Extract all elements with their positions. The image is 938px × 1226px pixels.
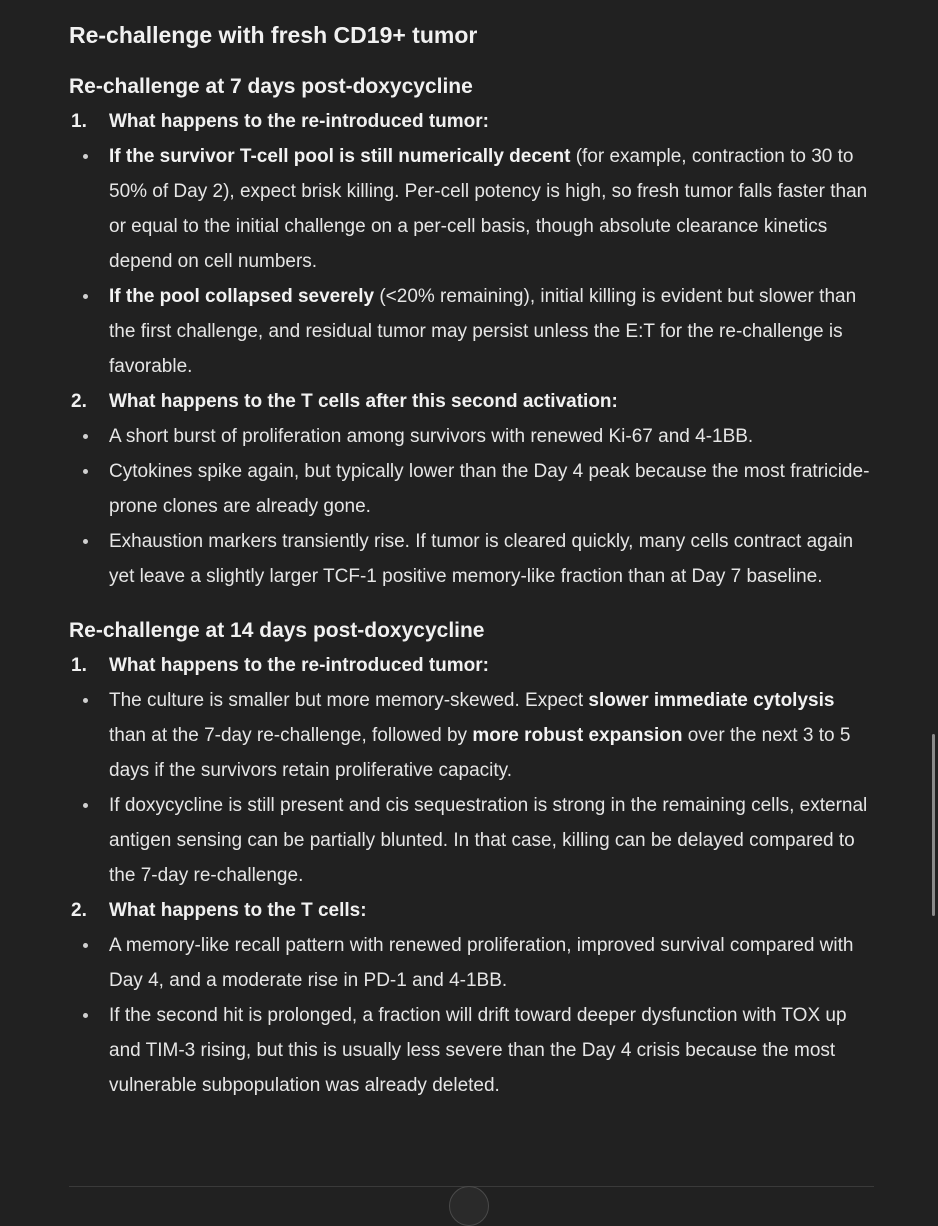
bold-text: more robust expansion	[472, 725, 683, 746]
item-title: What happens to the T cells after this second activation:	[109, 391, 618, 412]
bullet-text: A memory-like recall pattern with renewed proliferation, improved survival compared with Day 4, and a moderate rise in PD-1 and 4-1BB.	[109, 935, 854, 991]
bullet-text: A short burst of proliferation among survivors with renewed Ki-67 and 4-1BB.	[109, 426, 754, 447]
item-number: 2.	[71, 900, 87, 921]
item-title: What happens to the re-introduced tumor:	[109, 111, 489, 132]
bullet-text: (<20% remaining), initial killing is evident but slower than the first challenge, and residual tumor may persist unless the E:T for the re-challenge is favorable.	[109, 286, 857, 377]
bullet-icon	[83, 943, 88, 948]
section-heading-14-days: Re-challenge at 14 days post-doxycycline	[69, 619, 485, 642]
item-number: 1.	[71, 655, 87, 676]
scrollbar-thumb[interactable]	[932, 734, 935, 916]
bullet-text: Exhaustion markers transiently rise. If tumor is cleared quickly, many cells contract again yet leave a slightly larger TCF-1 positive memory-like fraction than at Day 7 baseline.	[109, 531, 854, 587]
numbered-item-t-cells	[69, 384, 874, 419]
response-content	[69, 16, 874, 1103]
numbered-item-t-cells	[69, 893, 874, 928]
bold-text: slower immediate cytolysis	[588, 690, 835, 711]
item-number: 2.	[71, 391, 87, 412]
list-item	[69, 928, 874, 998]
list-item	[69, 139, 874, 279]
list-item	[69, 524, 874, 594]
bullet-text: If the second hit is prolonged, a fraction will drift toward deeper dysfunction with TOX up and TIM-3 rising, but this is usually less severe than the Day 4 crisis because the most vulnerable subpopulation was already deleted.	[109, 1005, 847, 1096]
item-number: 1.	[71, 111, 87, 132]
list-item	[69, 454, 874, 524]
page-title: Re-challenge with fresh CD19+ tumor	[69, 22, 478, 48]
scroll-down-button[interactable]	[449, 1186, 489, 1226]
bullet-icon	[83, 294, 88, 299]
numbered-item-tumor	[69, 104, 874, 139]
bullet-text: than at the 7-day re-challenge, followed by	[109, 725, 473, 746]
bullet-text: The culture is smaller but more memory-skewed. Expect	[109, 690, 589, 711]
bullet-icon	[83, 434, 88, 439]
bullet-text: Cytokines spike again, but typically lower than the Day 4 peak because the most fratricide-prone clones are already gone.	[109, 461, 870, 517]
item-title: What happens to the re-introduced tumor:	[109, 655, 489, 676]
bullet-icon	[83, 154, 88, 159]
numbered-item-tumor	[69, 648, 874, 683]
list-item	[69, 279, 874, 384]
bullet-icon	[83, 539, 88, 544]
bullet-text: (for example, contraction to 30 to 50% of Day 2), expect brisk killing. Per-cell potency is high, so fresh tumor falls faster than or equal to the initial challenge on a per-cell basis, though absolute clearance kinetics depend on cell numbers.	[109, 146, 868, 272]
list-item	[69, 683, 874, 788]
bullet-text: If doxycycline is still present and cis sequestration is strong in the remaining cells, external antigen sensing can be partially blunted. In that case, killing can be delayed compared to the 7-day re-challenge.	[109, 795, 868, 886]
bullet-icon	[83, 1013, 88, 1018]
bullet-text: over the next 3 to 5 days if the survivors retain proliferative capacity.	[109, 725, 851, 781]
bold-text: If the survivor T-cell pool is still numerically decent	[109, 146, 571, 167]
bullet-icon	[83, 803, 88, 808]
list-item	[69, 419, 874, 454]
bullet-icon	[83, 698, 88, 703]
bullet-icon	[83, 469, 88, 474]
section-heading-7-days: Re-challenge at 7 days post-doxycycline	[69, 75, 473, 98]
item-title: What happens to the T cells:	[109, 900, 367, 921]
bold-text: If the pool collapsed severely	[109, 286, 375, 307]
list-item	[69, 998, 874, 1103]
list-item	[69, 788, 874, 893]
